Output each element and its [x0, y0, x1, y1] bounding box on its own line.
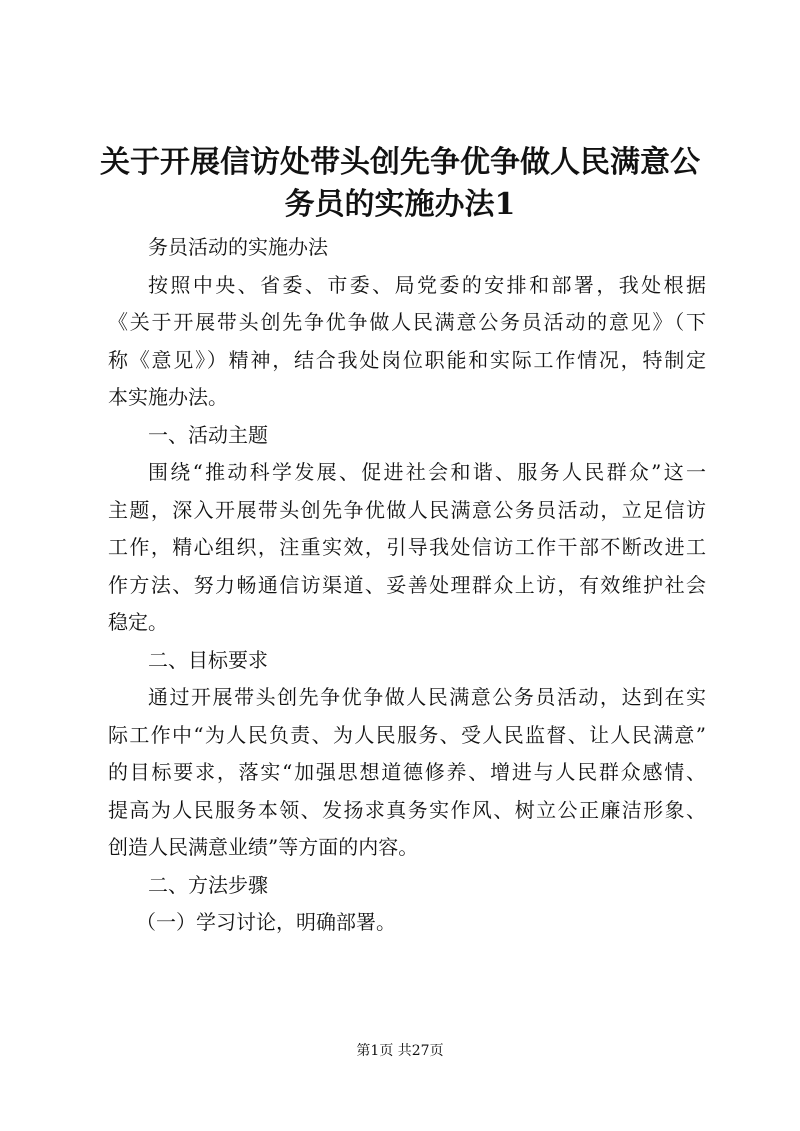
body-line: 作方法、努力畅通信访渠道、妥善处理群众上访，有效维护社会 [108, 572, 706, 597]
body-line: 工作，精心组织，注重实效，引导我处信访工作干部不断改进工 [108, 535, 706, 559]
body-line: 称《意见》）精神，结合我处岗位职能和实际工作情况，特制定 [108, 347, 706, 372]
subsection-heading: （一）学习讨论，明确部署。 [136, 910, 396, 934]
document-body [108, 229, 706, 942]
body-line: 稳定。 [108, 610, 168, 634]
body-line: 的目标要求，落实“加强思想道德修养、增进与人民群众感情、 [108, 760, 706, 784]
body-line: 主题，深入开展带头创先争优做人民满意公务员活动，立足信访 [108, 497, 706, 522]
body-line: 提高为人民服务本领、发扬求真务实作风、树立公正廉洁形象、 [108, 797, 706, 822]
page-number-footer: 第1页 共27页 [356, 1043, 444, 1059]
body-line: 按照中央、省委、市委、局党委的安排和部署，我处根据 [148, 272, 706, 297]
title-line-2: 务员的实施办法1 [284, 187, 516, 222]
body-line: 本实施办法。 [108, 385, 228, 409]
body-line: 际工作中“为人民负责、为人民服务、受人民监督、让人民满意” [108, 722, 706, 747]
body-line: 通过开展带头创先争优争做人民满意公务员活动，达到在实 [148, 685, 706, 709]
body-line: 务员活动的实施办法 [148, 235, 328, 259]
document-title [100, 142, 700, 226]
section-heading: 一、活动主题 [148, 422, 268, 447]
title-line-1: 关于开展信访处带头创先争优争做人民满意公 [100, 145, 700, 180]
section-heading: 二、方法步骤 [148, 872, 268, 897]
body-line: 创造人民满意业绩”等方面的内容。 [108, 835, 419, 859]
body-line: 围绕“推动科学发展、促进社会和谐、服务人民群众”这一 [148, 460, 706, 484]
body-line: 《关于开展带头创先争优争做人民满意公务员活动的意见》（下 [108, 310, 706, 334]
section-heading: 二、目标要求 [148, 647, 268, 672]
